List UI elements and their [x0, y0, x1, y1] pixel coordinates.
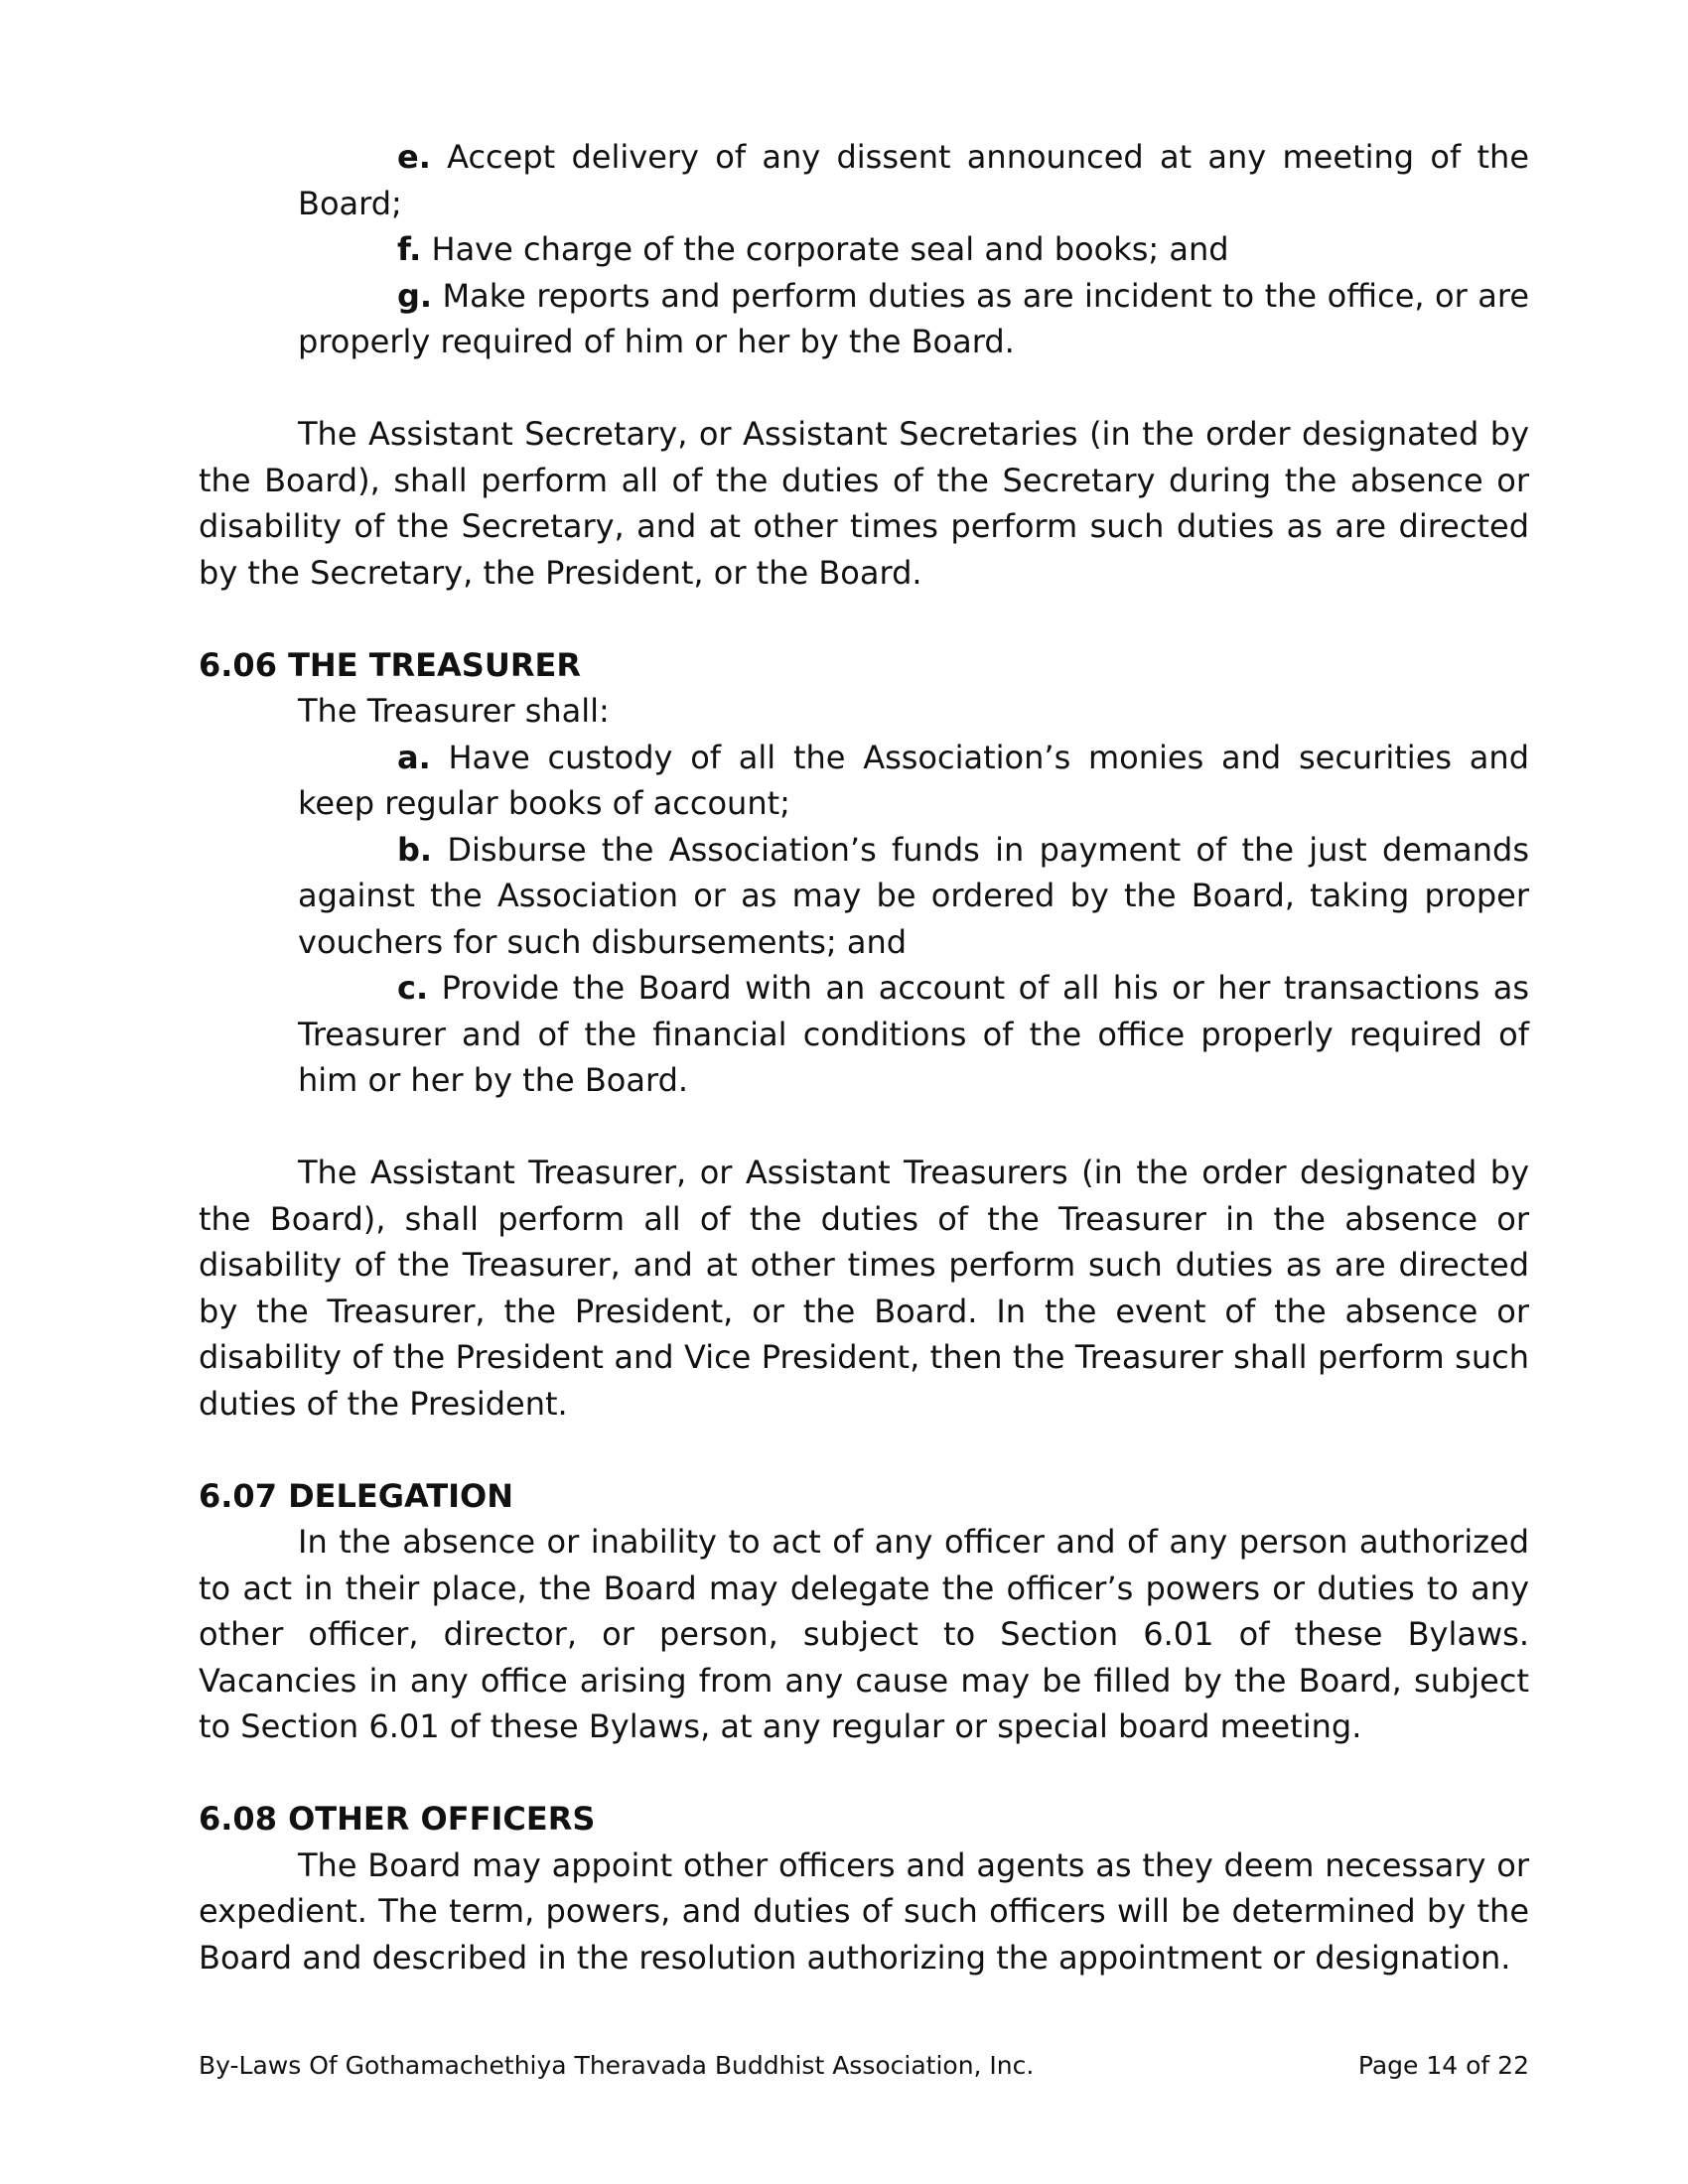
item-text: Make reports and perform duties as are incident to the office, or are properly required of him or her by the Board. [298, 276, 1529, 360]
item-letter: c. [397, 969, 429, 1007]
spacer [199, 1427, 1529, 1473]
item-letter: g. [397, 276, 433, 315]
list-item-f [298, 226, 1529, 273]
item-text: Disburse the Association’s funds in payment of the just demands against the Association or as may be ordered by the Board, taking proper vouchers for such disbursements; and [298, 830, 1529, 961]
section-heading-delegation: 6.07 DELEGATION [199, 1476, 514, 1515]
spacer [199, 365, 1529, 412]
section-heading-treasurer: 6.06 THE TREASURER [199, 645, 581, 684]
item-text: Provide the Board with an account of all his or her transactions as Treasurer and of the financial conditions of the office properly required of him or her by the Board. [298, 969, 1529, 1099]
footer-document-title: By-Laws Of Gothamachethiya Theravada Buddhist Association, Inc. [199, 2051, 1035, 2080]
spacer [199, 1104, 1529, 1151]
list-item-a [298, 735, 1529, 827]
other-officers-paragraph: The Board may appoint other officers and agents as they deem necessary or expedient. The term, powers, and duties of such officers will be determined by the Board and described in the resolution authorizing the appointment or designation. [199, 1845, 1529, 1977]
item-letter: e. [397, 138, 431, 176]
list-item-b [298, 827, 1529, 966]
item-text: Accept delivery of any dissent announced at any meeting of the Board; [298, 138, 1529, 222]
item-text: Have custody of all the Association’s monies and securities and keep regular books of account; [298, 738, 1529, 822]
item-letter: f. [397, 230, 422, 268]
page-footer [199, 2049, 1529, 2083]
document-body [199, 134, 1529, 1980]
item-letter: a. [397, 738, 431, 776]
list-item-c [298, 965, 1529, 1104]
section-heading-other-officers: 6.08 OTHER OFFICERS [199, 1800, 596, 1838]
list-item-e [298, 134, 1529, 226]
footer-page-number: Page 14 of 22 [1357, 2051, 1529, 2080]
assistant-treasurer-paragraph: The Assistant Treasurer, or Assistant Treasurers (in the order designated by the Board), shall perform all of the duties of the Treasurer in the absence or disability of the Treasurer, and at other times perform such duties as are directed by the Treasurer, the President, or the Board. In the event of the absence or disability of the President and Vice President, then the Treasurer shall perform such duties of the President. [199, 1154, 1529, 1423]
delegation-paragraph: In the absence or inability to act of any officer and of any person authorized to act in their place, the Board may delegate the officer’s powers or duties to any other officer, director, or person, subject to Section 6.01 of these Bylaws. Vacancies in any office arising from any cause may be filled by the Board, subject to Section 6.01 of these Bylaws, at any regular or special board meeting. [199, 1523, 1529, 1745]
item-text: Have charge of the corporate seal and books; and [421, 230, 1229, 268]
list-item-g [298, 273, 1529, 365]
treasurer-intro: The Treasurer shall: [298, 692, 610, 730]
assistant-secretary-paragraph: The Assistant Secretary, or Assistant Secretaries (in the order designated by the Board), shall perform all of the duties of the Secretary during the absence or disability of the Secretary, and at other times perform such duties as are directed by the Secretary, the President, or the Board. [199, 415, 1529, 592]
item-letter: b. [397, 830, 433, 869]
spacer [199, 1750, 1529, 1797]
spacer [199, 596, 1529, 642]
